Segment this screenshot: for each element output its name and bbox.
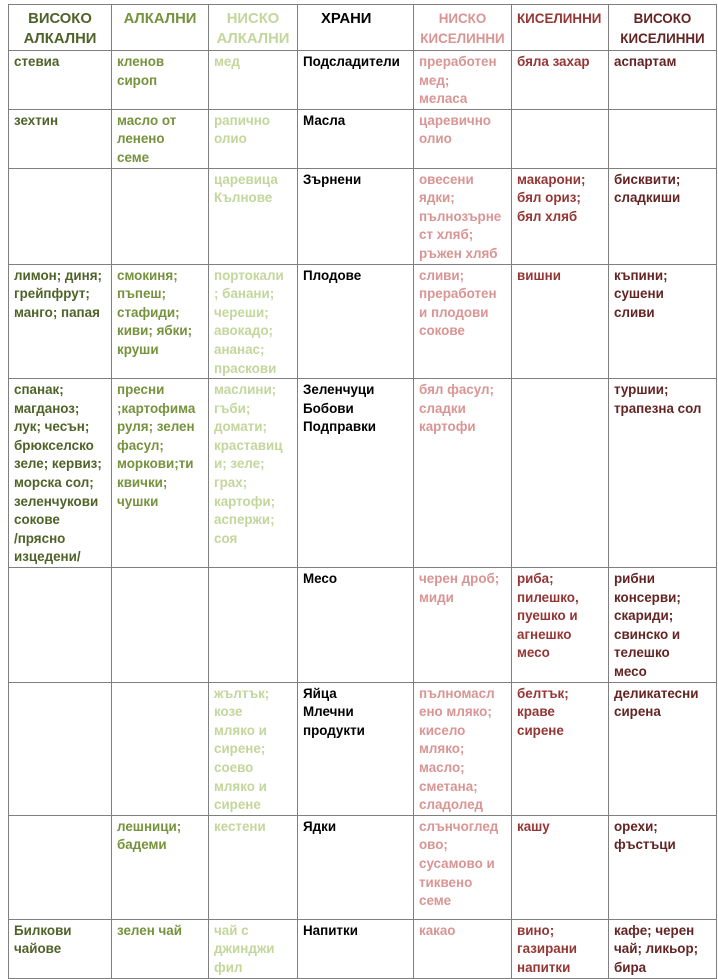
cell-very-alkaline bbox=[9, 682, 112, 815]
food-ph-table bbox=[8, 4, 717, 979]
cell-very-acidic: бисквити; сладкиши bbox=[609, 168, 717, 264]
cell-very-acidic: аспартам bbox=[609, 51, 717, 110]
cell-very-alkaline: спанак; магданоз; лук; чесън; брюкселско зеле; кервиз; морска сол; зеленчукови сокове /прясно изцедени/ bbox=[9, 379, 112, 568]
cell-alkaline: зелен чай bbox=[112, 919, 209, 978]
cell-low-acidic: какао bbox=[414, 919, 512, 978]
cell-very-alkaline: зехтин bbox=[9, 109, 112, 168]
cell-alkaline: пресни ;картофима руля; зелен фасул; моркови;ти квички; чушки bbox=[112, 379, 209, 568]
cell-very-alkaline: стевиа bbox=[9, 51, 112, 110]
cell-low-acidic: слънчоглед ово; сусамово и тиквено семе bbox=[414, 815, 512, 919]
cell-alkaline bbox=[112, 568, 209, 683]
header-low-acidic: НИСКО КИСЕЛИННИ bbox=[414, 5, 512, 51]
cell-very-acidic bbox=[609, 109, 717, 168]
cell-very-alkaline bbox=[9, 168, 112, 264]
header-row bbox=[9, 5, 717, 51]
row-sweeteners bbox=[9, 51, 717, 110]
cell-acidic bbox=[512, 109, 609, 168]
header-foods: ХРАНИ bbox=[298, 5, 414, 51]
row-grains bbox=[9, 168, 717, 264]
cell-alkaline: смокиня; пъпеш; стафиди; киви; ябки; круши bbox=[112, 264, 209, 379]
cell-food-category: Плодове bbox=[298, 264, 414, 379]
cell-very-alkaline: Билкови чайове bbox=[9, 919, 112, 978]
header-low-alkaline: НИСКО АЛКАЛНИ bbox=[209, 5, 298, 51]
cell-low-acidic: овесени ядки; пълнозърне ст хляб; ръжен хляб bbox=[414, 168, 512, 264]
cell-low-alkaline: царевица Кълнове bbox=[209, 168, 298, 264]
cell-food-category: Масла bbox=[298, 109, 414, 168]
cell-low-alkaline: жълтък; козе мляко и сирене; соево мляко и сирене bbox=[209, 682, 298, 815]
cell-very-alkaline bbox=[9, 815, 112, 919]
cell-food-category: Ядки bbox=[298, 815, 414, 919]
cell-very-alkaline bbox=[9, 568, 112, 683]
cell-low-alkaline: рапично олио bbox=[209, 109, 298, 168]
cell-acidic: кашу bbox=[512, 815, 609, 919]
row-meat bbox=[9, 568, 717, 683]
header-very-alkaline: ВИСОКО АЛКАЛНИ bbox=[9, 5, 112, 51]
row-nuts bbox=[9, 815, 717, 919]
cell-low-alkaline: кестени bbox=[209, 815, 298, 919]
cell-low-alkaline: мед bbox=[209, 51, 298, 110]
header-very-acidic: ВИСОКО КИСЕЛИННИ bbox=[609, 5, 717, 51]
cell-food-category: Подсладители bbox=[298, 51, 414, 110]
cell-alkaline: кленов сироп bbox=[112, 51, 209, 110]
cell-very-acidic: туршии; трапезна сол bbox=[609, 379, 717, 568]
cell-very-acidic: деликатесни сирена bbox=[609, 682, 717, 815]
cell-very-acidic: къпини; сушени сливи bbox=[609, 264, 717, 379]
cell-food-category: Зеленчуци Бобови Подправки bbox=[298, 379, 414, 568]
cell-acidic: бяла захар bbox=[512, 51, 609, 110]
cell-alkaline: лешници; бадеми bbox=[112, 815, 209, 919]
cell-low-alkaline: чай с джинджи фил bbox=[209, 919, 298, 978]
cell-alkaline: масло от ленено семе bbox=[112, 109, 209, 168]
cell-very-acidic: кафе; черен чай; ликьор; бира bbox=[609, 919, 717, 978]
header-acidic: КИСЕЛИННИ bbox=[512, 5, 609, 51]
cell-acidic: белтък; краве сирене bbox=[512, 682, 609, 815]
header-alkaline: АЛКАЛНИ bbox=[112, 5, 209, 51]
cell-food-category: Напитки bbox=[298, 919, 414, 978]
cell-very-acidic: рибни консерви; скариди; свинско и телешко месо bbox=[609, 568, 717, 683]
cell-acidic: риба; пилешко, пуешко и агнешко месо bbox=[512, 568, 609, 683]
cell-low-acidic: бял фасул; сладки картофи bbox=[414, 379, 512, 568]
cell-alkaline bbox=[112, 168, 209, 264]
cell-alkaline bbox=[112, 682, 209, 815]
row-eggs-dairy bbox=[9, 682, 717, 815]
cell-food-category: Яйца Млечни продукти bbox=[298, 682, 414, 815]
cell-acidic: макарони; бял ориз; бял хляб bbox=[512, 168, 609, 264]
cell-low-acidic: сливи; преработен и плодови сокове bbox=[414, 264, 512, 379]
cell-acidic: вино; газирани напитки bbox=[512, 919, 609, 978]
cell-acidic bbox=[512, 379, 609, 568]
cell-very-acidic: орехи; фъстъци bbox=[609, 815, 717, 919]
row-drinks bbox=[9, 919, 717, 978]
cell-low-acidic: царевично олио bbox=[414, 109, 512, 168]
cell-very-alkaline: лимон; диня; грейпфрут; манго; папая bbox=[9, 264, 112, 379]
cell-low-alkaline: маслини; гъби; домати; краставиц и; зеле; грах; картофи; аспержи; соя bbox=[209, 379, 298, 568]
cell-low-acidic: преработен мед; меласа bbox=[414, 51, 512, 110]
cell-low-alkaline bbox=[209, 568, 298, 683]
row-oils bbox=[9, 109, 717, 168]
row-fruits bbox=[9, 264, 717, 379]
cell-food-category: Зърнени bbox=[298, 168, 414, 264]
cell-low-acidic: пълномасл ено мляко; кисело мляко; масло; сметана; сладолед bbox=[414, 682, 512, 815]
row-vegetables bbox=[9, 379, 717, 568]
cell-low-alkaline: портокали ; банани; череши; авокадо; ананас; праскови bbox=[209, 264, 298, 379]
cell-low-acidic: черен дроб; миди bbox=[414, 568, 512, 683]
cell-food-category: Месо bbox=[298, 568, 414, 683]
cell-acidic: вишни bbox=[512, 264, 609, 379]
